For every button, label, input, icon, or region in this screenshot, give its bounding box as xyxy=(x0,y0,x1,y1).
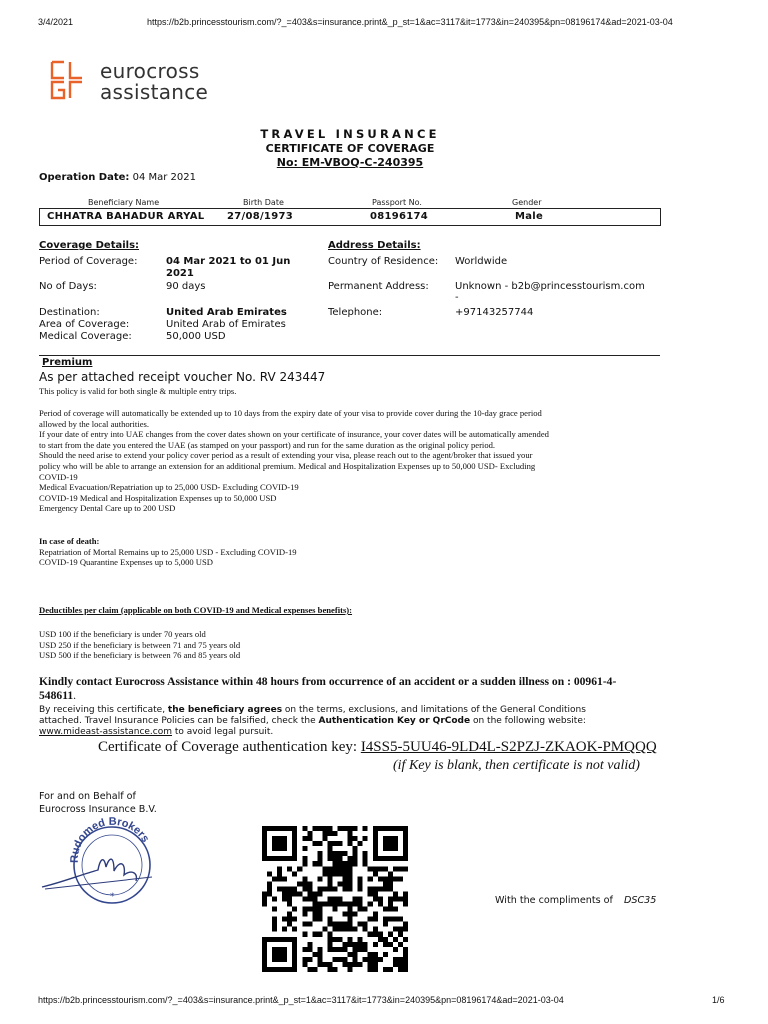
deductible-item: USD 250 if the beneficiary is between 71 and 75 years old xyxy=(39,639,241,650)
compliments-value: DSC35 xyxy=(623,895,657,906)
benefits-line: policy who will be able to arrange an extension for an additional premium. Medical and Hospitalization Expenses up to 50,000 USD- Excluding xyxy=(39,460,536,471)
benefits-line: allowed by the local authorities. xyxy=(39,418,150,429)
benefits-line: to start from the date you entered the UAE (as stamped on your passport) and run for the same duration as the original policy period. xyxy=(39,439,496,450)
country-value: Worldwide xyxy=(455,256,508,267)
disclaimer-bold: the beneficiary agrees xyxy=(167,705,283,715)
contact-line-1: Kindly contact Eurocross Assistance within 48 hours from occurrence of an accident or a sudden illness on : 00961-4- xyxy=(39,675,617,688)
benefits-line: COVID-19 xyxy=(39,471,78,482)
benefits-line: Should the need arise to extend your policy cover period as a result of extending your visa, please reach out to the agent/broker that issued your xyxy=(39,450,533,461)
area-label: Area of Coverage: xyxy=(39,319,130,330)
benefits-paragraph xyxy=(39,408,664,514)
auth-key-value: I4SS5-5UU46-9LD4L-S2PZJ-ZKAOK-PMQQQ xyxy=(360,739,657,755)
auth-key-note: (if Key is blank, then certificate is not valid) xyxy=(393,758,640,773)
disclaimer-part: By receiving this certificate, xyxy=(39,705,168,715)
benefits-line: Period of coverage will automatically be extended up to 10 days from the expiry date of your visa to provide cover during the 10-day grace period xyxy=(39,408,542,418)
eurocross-logo-icon xyxy=(50,60,84,100)
death-heading: In case of death: xyxy=(39,536,100,546)
qr-code-icon xyxy=(262,826,408,972)
mideast-link[interactable]: www.mideast-assistance.com xyxy=(39,726,173,737)
document-subheading: CERTIFICATE OF COVERAGE xyxy=(265,142,435,155)
days-value: 90 days xyxy=(166,281,206,292)
beneficiary-birth-date: 27/08/1973 xyxy=(227,211,293,222)
contact-phone-end: 548611 xyxy=(39,689,74,702)
coverage-heading: Coverage Details: xyxy=(39,240,140,251)
policy-validity: This policy is valid for both single & multiple entry trips. xyxy=(39,386,237,396)
phone-value: +97143257744 xyxy=(455,307,534,318)
svg-text:Rudomed Brokers xyxy=(69,816,152,863)
medical-value: 50,000 USD xyxy=(166,331,226,342)
header-birth-date: Birth Date xyxy=(243,198,284,207)
beneficiary-passport: 08196174 xyxy=(370,211,429,222)
contact-period: . xyxy=(73,689,77,702)
signature-block xyxy=(39,790,157,816)
operation-date-label: Operation Date: xyxy=(39,172,130,183)
document-heading: TRAVEL INSURANCE xyxy=(260,127,440,141)
signature-line-2: Eurocross Insurance B.V. xyxy=(39,804,157,815)
certificate-number: No: EM-VBOQ-C-240395 xyxy=(276,156,424,169)
logo-line-1: eurocross xyxy=(100,59,200,83)
logo-line-2: assistance xyxy=(100,80,209,104)
deductible-item: USD 100 if the beneficiary is under 70 years old xyxy=(39,629,206,639)
disclaimer xyxy=(39,705,679,737)
premium-voucher: As per attached receipt voucher No. RV 243447 xyxy=(39,370,326,384)
period-label: Period of Coverage: xyxy=(39,256,138,267)
country-label: Country of Residence: xyxy=(328,256,439,267)
broker-stamp-icon xyxy=(40,815,175,907)
compliments-label: With the compliments of xyxy=(495,895,613,906)
compliments xyxy=(495,895,656,906)
footer-url: https://b2b.princesstourism.com/?_=403&s=insurance.print&_p_st=1&ac=3117&it=1773&in=240395&pn=08196174&ad=2021-03-04 xyxy=(38,995,564,1005)
benefits-line: Emergency Dental Care up to 200 USD xyxy=(39,503,176,514)
header-gender: Gender xyxy=(512,198,542,207)
disclaimer-part: attached. Travel Insurance Policies can be falsified, check the xyxy=(39,715,319,726)
medical-label: Medical Coverage: xyxy=(39,331,132,342)
operation-date xyxy=(39,172,196,183)
print-date: 3/4/2021 xyxy=(38,17,74,27)
deductibles-list xyxy=(39,629,664,661)
header-beneficiary-name: Beneficiary Name xyxy=(88,198,160,207)
signature-line-1: For and on Behalf of xyxy=(39,791,136,802)
destination-label: Destination: xyxy=(39,307,100,318)
address-heading: Address Details: xyxy=(328,240,421,251)
auth-key-label: Certificate of Coverage authentication key: xyxy=(98,739,361,755)
svg-text:*: * xyxy=(110,892,115,902)
beneficiary-name: CHHATRA BAHADUR ARYAL xyxy=(47,211,205,222)
period-value: 04 Mar 2021 to 01 Jun 2021 xyxy=(166,256,291,279)
operation-date-value: 04 Mar 2021 xyxy=(132,172,197,183)
disclaimer-part: on the following website: xyxy=(470,715,586,726)
premium-heading: Premium xyxy=(42,357,93,368)
benefits-line: COVID-19 Medical and Hospitalization Expenses up to 50,000 USD xyxy=(39,492,277,503)
disclaimer-part: on the terms, exclusions, and limitations of the General Conditions xyxy=(282,705,586,715)
section-divider xyxy=(39,355,660,356)
header-passport: Passport No. xyxy=(372,198,422,207)
auth-key-line xyxy=(98,739,657,756)
permanent-extra: - xyxy=(455,292,459,303)
contact-notice xyxy=(39,675,679,703)
permanent-label: Permanent Address: xyxy=(328,281,429,292)
permanent-value: Unknown - b2b@princesstourism.com xyxy=(455,281,645,292)
death-line: COVID-19 Quarantine Expenses up to 5,000 USD xyxy=(39,557,213,568)
disclaimer-bold: Authentication Key or QrCode xyxy=(318,715,471,726)
benefits-line: If your date of entry into UAE changes from the cover dates shown on your certificate of insurance, your cover dates will be automatically amended xyxy=(39,429,549,440)
stamp-text: Rudomed Brokers xyxy=(68,815,152,864)
area-value: United Arab of Emirates xyxy=(166,319,286,330)
disclaimer-part: to avoid legal pursuit. xyxy=(172,726,274,737)
print-url: https://b2b.princesstourism.com/?_=403&s=insurance.print&_p_st=1&ac=3117&it=1773&in=240395&pn=08196174&ad=2021-03-04 xyxy=(147,17,673,27)
footer-page-number: 1/6 xyxy=(712,995,725,1005)
days-label: No of Days: xyxy=(39,281,97,292)
deductible-item: USD 500 if the beneficiary is between 76 and 85 years old xyxy=(39,650,241,661)
deductibles-heading: Deductibles per claim (applicable on both COVID-19 and Medical expenses benefits): xyxy=(39,605,353,615)
benefits-line: Medical Evacuation/Repatriation up to 25,000 USD- Excluding COVID-19 xyxy=(39,482,299,493)
phone-label: Telephone: xyxy=(328,307,383,318)
death-line: Repatriation of Mortal Remains up to 25,000 USD - Excluding COVID-19 xyxy=(39,546,297,557)
death-section xyxy=(39,536,664,568)
beneficiary-gender: Male xyxy=(515,211,544,222)
destination-value: United Arab Emirates xyxy=(166,307,287,318)
